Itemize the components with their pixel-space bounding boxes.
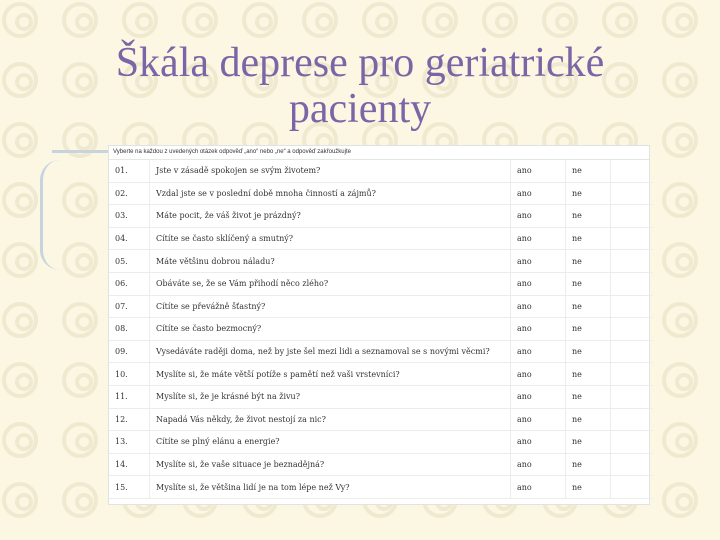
- table-row: [109, 318, 653, 341]
- question-text: Cítíte se převážně šťastný?: [150, 295, 511, 318]
- background-swirl: [17, 315, 31, 329]
- background-swirl: [77, 375, 91, 389]
- question-text: Cítíte se plný elánu a energie?: [150, 431, 511, 454]
- question-text: Cítíte se často bezmocný?: [150, 318, 511, 341]
- question-number: 14.: [109, 453, 150, 476]
- answer-mark-cell: [611, 453, 654, 476]
- table-row: [109, 205, 653, 228]
- question-text: Napadá Vás někdy, že život nestojí za nic?: [150, 408, 511, 431]
- background-swirl: [77, 435, 91, 449]
- background-swirl: [17, 495, 31, 509]
- answer-yes[interactable]: ano: [511, 160, 566, 182]
- answer-yes[interactable]: ano: [511, 250, 566, 273]
- answer-no[interactable]: ne: [566, 295, 611, 318]
- question-number: 01.: [109, 160, 150, 182]
- question-text: Myslíte si, že vaše situace je beznadějná?: [150, 453, 511, 476]
- question-number: 05.: [109, 250, 150, 273]
- answer-mark-cell: [611, 227, 654, 250]
- question-number: 07.: [109, 295, 150, 318]
- answer-no[interactable]: ne: [566, 385, 611, 408]
- question-number: 15.: [109, 476, 150, 499]
- answer-no[interactable]: ne: [566, 431, 611, 454]
- background-swirl: [77, 15, 91, 29]
- question-text: Máte většinu dobrou náladu?: [150, 250, 511, 273]
- background-swirl: [677, 15, 691, 29]
- background-swirl: [77, 315, 91, 329]
- instruction-text: Vyberte na každou z uvedených otázek odpověď „ano“ nebo „ne“ a odpověď zakřoužkujte: [109, 146, 649, 160]
- table-row: [109, 363, 653, 386]
- answer-yes[interactable]: ano: [511, 272, 566, 295]
- background-swirl: [17, 435, 31, 449]
- answer-mark-cell: [611, 476, 654, 499]
- background-swirl: [677, 315, 691, 329]
- question-number: 03.: [109, 205, 150, 228]
- background-swirl: [677, 435, 691, 449]
- table-row: [109, 385, 653, 408]
- answer-yes[interactable]: ano: [511, 363, 566, 386]
- background-swirl: [137, 15, 151, 29]
- background-swirl: [257, 15, 271, 29]
- question-number: 02.: [109, 182, 150, 205]
- question-text: Máte pocit, že váš život je prázdný?: [150, 205, 511, 228]
- answer-yes[interactable]: ano: [511, 227, 566, 250]
- answer-no[interactable]: ne: [566, 363, 611, 386]
- answer-mark-cell: [611, 408, 654, 431]
- answer-mark-cell: [611, 318, 654, 341]
- table-row: [109, 476, 653, 499]
- question-text: Vysedáváte raději doma, než by jste šel mezi lidi a seznamoval se s novými věcmi?: [150, 340, 511, 363]
- answer-yes[interactable]: ano: [511, 182, 566, 205]
- question-table: [109, 160, 653, 499]
- decorative-bracket: [40, 160, 63, 270]
- answer-no[interactable]: ne: [566, 453, 611, 476]
- table-row: [109, 408, 653, 431]
- table-row: [109, 182, 653, 205]
- questionnaire-table: [108, 145, 650, 505]
- answer-yes[interactable]: ano: [511, 385, 566, 408]
- background-swirl: [77, 135, 91, 149]
- question-number: 13.: [109, 431, 150, 454]
- answer-no[interactable]: ne: [566, 227, 611, 250]
- question-text: Myslíte si, že máte větší potíže s pamětí než vaši vrstevníci?: [150, 363, 511, 386]
- background-swirl: [677, 495, 691, 509]
- background-swirl: [677, 195, 691, 209]
- table-row: [109, 453, 653, 476]
- answer-yes[interactable]: ano: [511, 431, 566, 454]
- answer-no[interactable]: ne: [566, 476, 611, 499]
- answer-no[interactable]: ne: [566, 318, 611, 341]
- table-row: [109, 272, 653, 295]
- question-text: Obáváte se, že se Vám přihodí něco zlého?: [150, 272, 511, 295]
- answer-mark-cell: [611, 250, 654, 273]
- background-swirl: [317, 15, 331, 29]
- answer-mark-cell: [611, 182, 654, 205]
- question-number: 10.: [109, 363, 150, 386]
- background-swirl: [617, 15, 631, 29]
- answer-mark-cell: [611, 385, 654, 408]
- background-swirl: [377, 15, 391, 29]
- question-number: 08.: [109, 318, 150, 341]
- question-number: 12.: [109, 408, 150, 431]
- answer-mark-cell: [611, 205, 654, 228]
- answer-mark-cell: [611, 340, 654, 363]
- table-row: [109, 160, 653, 182]
- question-text: Myslíte si, že většina lidí je na tom lépe než Vy?: [150, 476, 511, 499]
- background-swirl: [497, 15, 511, 29]
- answer-yes[interactable]: ano: [511, 453, 566, 476]
- answer-no[interactable]: ne: [566, 160, 611, 182]
- question-text: Myslíte si, že je krásné být na živu?: [150, 385, 511, 408]
- table-row: [109, 431, 653, 454]
- question-text: Vzdal jste se v poslední době mnoha činností a zájmů?: [150, 182, 511, 205]
- answer-mark-cell: [611, 160, 654, 182]
- background-swirl: [77, 255, 91, 269]
- background-swirl: [77, 495, 91, 509]
- background-swirl: [197, 15, 211, 29]
- background-swirl: [677, 135, 691, 149]
- answer-mark-cell: [611, 272, 654, 295]
- answer-mark-cell: [611, 363, 654, 386]
- page-title: Škála deprese pro geriatrické pacienty: [115, 40, 605, 132]
- answer-mark-cell: [611, 431, 654, 454]
- table-row: [109, 295, 653, 318]
- table-row: [109, 340, 653, 363]
- background-swirl: [677, 255, 691, 269]
- answer-no[interactable]: ne: [566, 205, 611, 228]
- answer-yes[interactable]: ano: [511, 476, 566, 499]
- question-number: 11.: [109, 385, 150, 408]
- background-swirl: [17, 15, 31, 29]
- answer-no[interactable]: ne: [566, 182, 611, 205]
- background-swirl: [437, 15, 451, 29]
- background-swirl: [17, 75, 31, 89]
- question-text: Jste v zásadě spokojen se svým životem?: [150, 160, 511, 182]
- background-swirl: [17, 375, 31, 389]
- answer-yes[interactable]: ano: [511, 408, 566, 431]
- answer-yes[interactable]: ano: [511, 295, 566, 318]
- background-swirl: [77, 195, 91, 209]
- table-row: [109, 250, 653, 273]
- question-number: 06.: [109, 272, 150, 295]
- decorative-line: [52, 150, 108, 153]
- question-number: 04.: [109, 227, 150, 250]
- answer-no[interactable]: ne: [566, 272, 611, 295]
- answer-no[interactable]: ne: [566, 340, 611, 363]
- question-text: Cítíte se často sklíčený a smutný?: [150, 227, 511, 250]
- table-row: [109, 227, 653, 250]
- background-swirl: [677, 375, 691, 389]
- question-number: 09.: [109, 340, 150, 363]
- answer-no[interactable]: ne: [566, 250, 611, 273]
- background-swirl: [557, 15, 571, 29]
- answer-mark-cell: [611, 295, 654, 318]
- answer-no[interactable]: ne: [566, 408, 611, 431]
- background-swirl: [17, 135, 31, 149]
- answer-yes[interactable]: ano: [511, 318, 566, 341]
- background-swirl: [17, 255, 31, 269]
- answer-yes[interactable]: ano: [511, 205, 566, 228]
- background-swirl: [17, 195, 31, 209]
- answer-yes[interactable]: ano: [511, 340, 566, 363]
